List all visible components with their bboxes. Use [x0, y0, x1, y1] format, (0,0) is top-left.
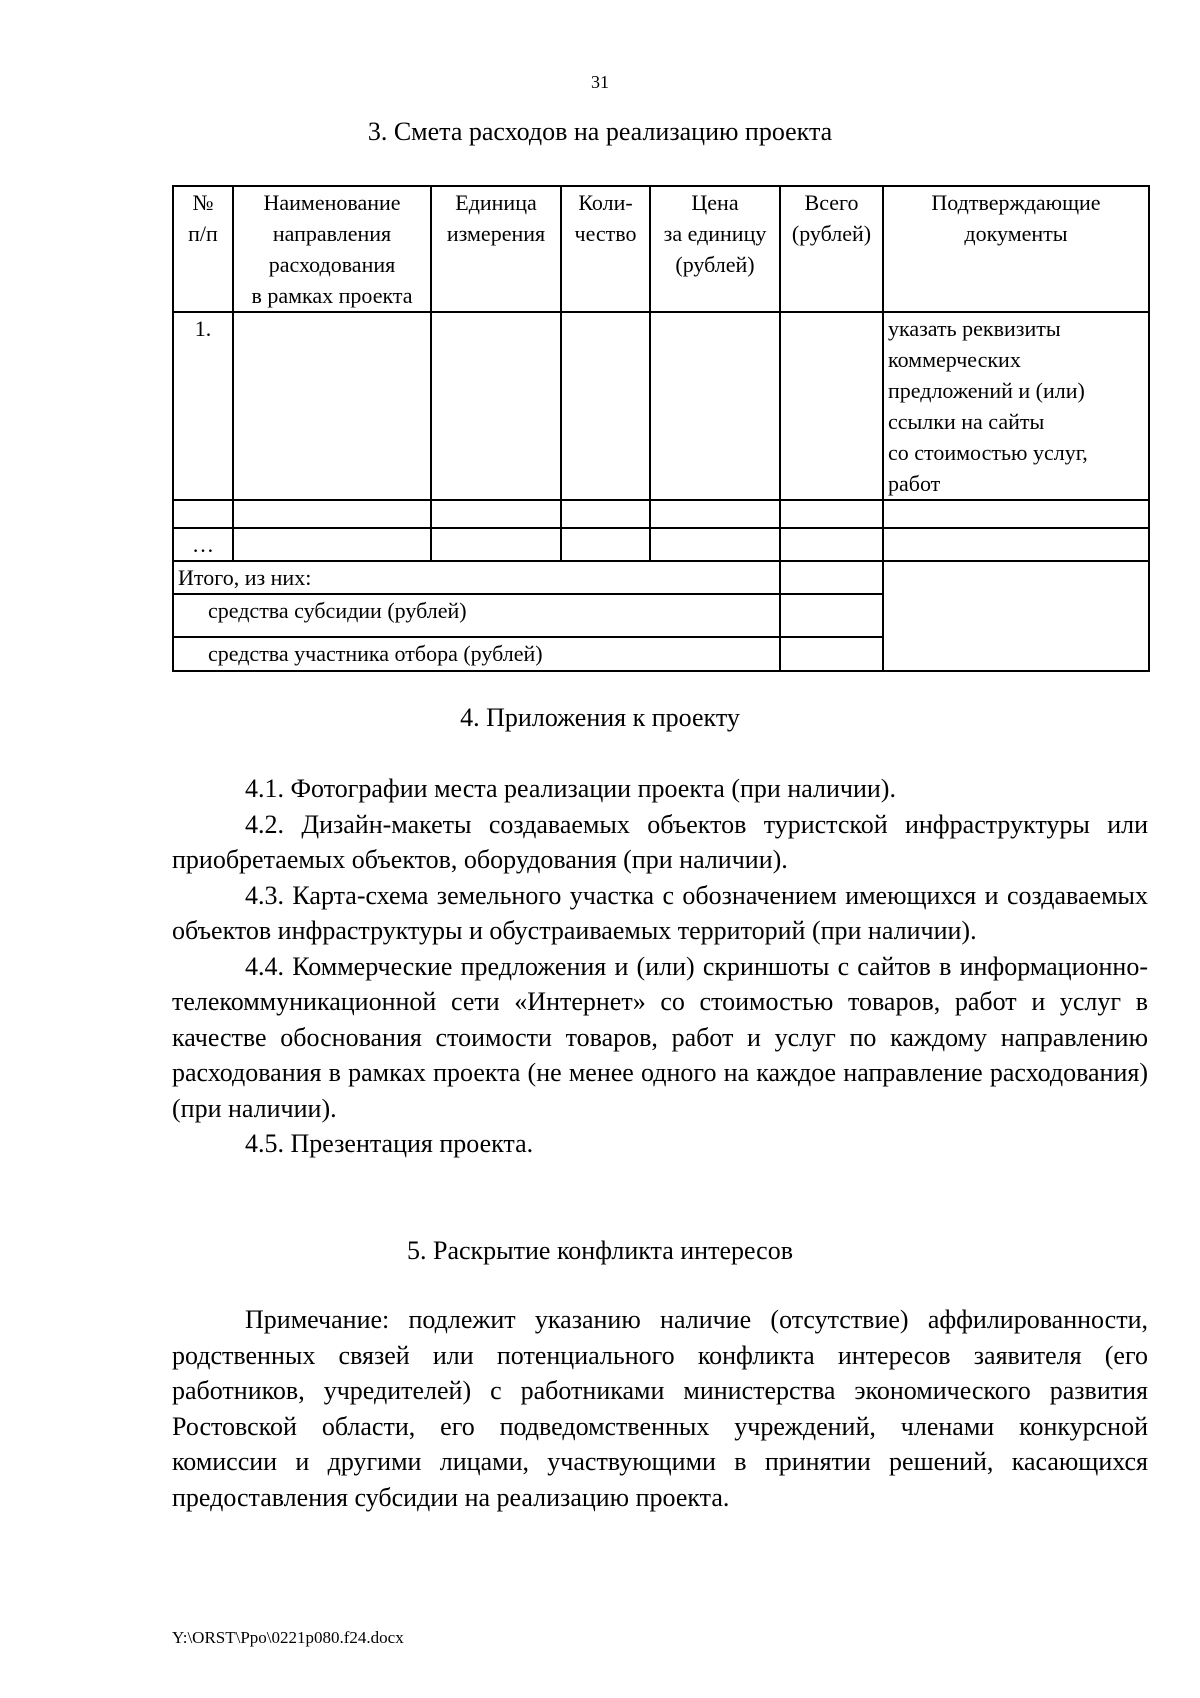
conflict-note-text: Примечание: подлежит указанию наличие (отсутствие) аффилированности, родственных связей или потенциального конфликта интересов заявителя (его работников, учредителей) с работниками министерства экономического развития Ростовской области, его подведомственных учреждений, членами конкурсной комиссии и другими лицами, участвующими в принятии решений, касающихся предоставления субсидии на реализацию проекта.: [172, 1305, 1148, 1512]
table-cell: [561, 528, 650, 561]
total-documents-cell: [883, 561, 1149, 671]
table-cell: [650, 500, 780, 528]
table-cell: [780, 312, 883, 500]
page-number: 31: [591, 72, 609, 92]
documents-cell: указать реквизиты коммерческих предложений и (или) ссылки на сайты со стоимостью услуг, работ: [883, 312, 1149, 500]
subsidy-label: средства субсидии (рублей): [173, 594, 780, 637]
table-cell: [561, 500, 650, 528]
appendix-item-4-3: 4.3. Карта-схема земельного участка с обозначением имеющихся и создаваемых объектов инфраструктуры и обустраиваемых территорий (при наличии).: [172, 880, 1148, 945]
section-4-title: 4. Приложения к проекту: [460, 703, 740, 732]
row-number: 1.: [173, 312, 233, 500]
file-path-footer: Y:\ORST\Ppo\0221p080.f24.docx: [172, 1628, 404, 1647]
table-cell: [431, 528, 561, 561]
table-cell: [431, 312, 561, 500]
table-cell: [883, 500, 1149, 528]
table-header-row: [173, 186, 1149, 312]
subsidy-value-cell: [780, 594, 883, 637]
appendix-list: [172, 771, 1148, 1162]
table-row: [173, 500, 1149, 528]
table-cell: [780, 500, 883, 528]
table-cell: [650, 312, 780, 500]
section-3-title: 3. Смета расходов на реализацию проекта: [367, 117, 833, 146]
table-cell: [431, 500, 561, 528]
table-cell: [650, 528, 780, 561]
table-row: [173, 528, 1149, 561]
header-expense-direction: Наименование направления расходования в рамках проекта: [233, 186, 431, 312]
table-row: [173, 312, 1149, 500]
table-cell: [233, 312, 431, 500]
table-cell: [780, 528, 883, 561]
table-cell: [233, 500, 431, 528]
header-unit-price: Цена за единицу (рублей): [650, 186, 780, 312]
total-label: Итого, из них:: [173, 561, 780, 594]
table-cell: [173, 500, 233, 528]
total-row: [173, 561, 1149, 594]
header-quantity: Коли- чество: [561, 186, 650, 312]
appendix-item-4-1: 4.1. Фотографии места реализации проекта (при наличии).: [245, 774, 896, 803]
header-unit: Единица измерения: [431, 186, 561, 312]
participant-value-cell: [780, 637, 883, 671]
appendix-item-4-4: 4.4. Коммерческие предложения и (или) скриншоты с сайтов в информационно-телекоммуникационной сети «Интернет» со стоимостью товаров, работ и услуг в качестве обоснования стоимости товаров, работ и услуг по каждому направлению расходования в рамках проекта (не менее одного на каждое направление расходования) (при наличии).: [172, 951, 1148, 1123]
estimate-table: [172, 185, 1150, 672]
appendix-item-4-2: 4.2. Дизайн-макеты создаваемых объектов туристской инфраструктуры или приобретаемых объектов, оборудования (при наличии).: [172, 809, 1148, 874]
table-cell: [883, 528, 1149, 561]
participant-label: средства участника отбора (рублей): [173, 637, 780, 671]
conflict-note: [172, 1302, 1148, 1515]
row-ellipsis: …: [173, 528, 233, 561]
total-value-cell: [780, 561, 883, 594]
header-number: № п/п: [173, 186, 233, 312]
table-cell: [233, 528, 431, 561]
appendix-item-4-5: 4.5. Презентация проекта.: [245, 1129, 534, 1158]
header-documents: Подтверждающие документы: [883, 186, 1149, 312]
table-cell: [561, 312, 650, 500]
section-5-title: 5. Раскрытие конфликта интересов: [406, 1236, 793, 1265]
header-total: Всего (рублей): [780, 186, 883, 312]
